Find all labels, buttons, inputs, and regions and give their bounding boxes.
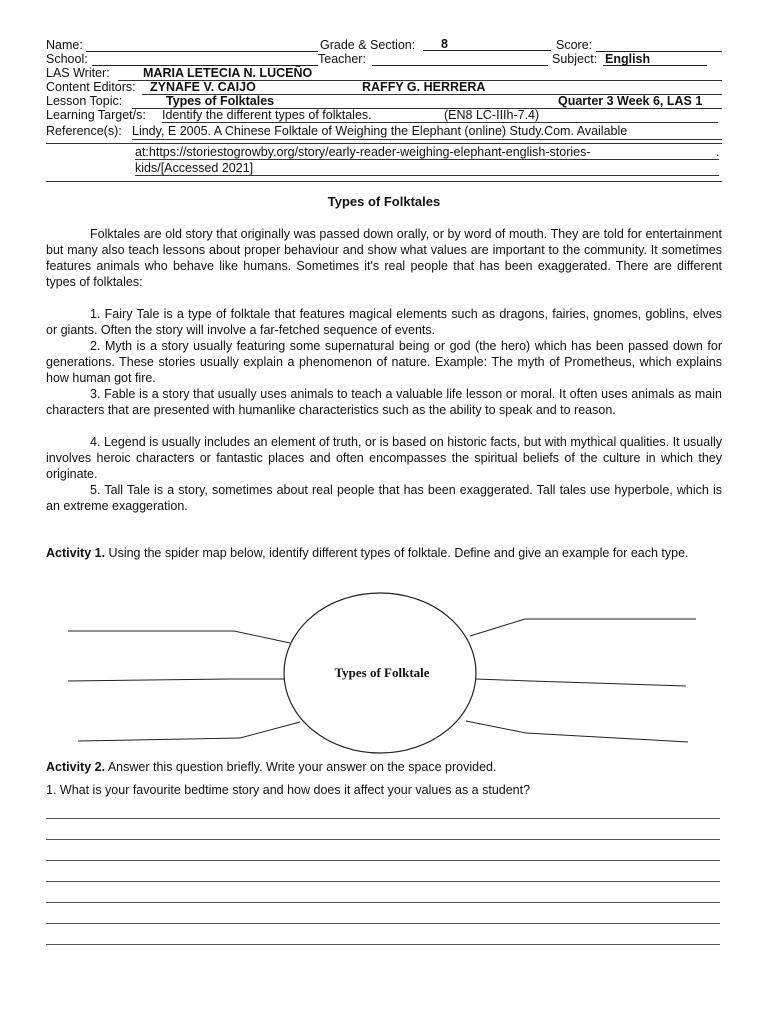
name-field[interactable] — [86, 38, 318, 52]
las-writer-value: MARIA LETECIA N. LUCEÑO — [143, 66, 313, 80]
intro-paragraph: Folktales are old story that originally was passed down orally, or by word of mouth. They are told for entertainment but many also teach lessons about proper behaviour and show what values are important to the community. It sometimes features animals who behave like humans. Sometimes it's real people that has been exaggerated. There are different types of folktales: — [46, 227, 722, 289]
activity-2-instructions — [46, 759, 722, 775]
teacher-label: Teacher: — [318, 52, 366, 66]
list-item-fairy-tale: 1. Fairy Tale is a type of folktale that features magical elements such as dragons, fairies, gnomes, goblins, elves or giants. Often the story will involve a far-fetched sequence of events. — [46, 307, 722, 337]
school-field[interactable] — [92, 52, 318, 66]
spider-map — [0, 580, 768, 760]
answer-line[interactable] — [46, 818, 720, 819]
learning-target-underline — [162, 122, 718, 123]
reference-line-1: Lindy, E 2005. A Chinese Folktale of Weighing the Elephant (online) Study.Com. Available — [132, 124, 628, 138]
content-editor-1: ZYNAFE V. CAIJO — [150, 80, 256, 94]
reference-line-3: kids/[Accessed 2021] — [135, 161, 254, 175]
lesson-topic-label: Lesson Topic: — [46, 94, 123, 108]
score-label: Score: — [556, 38, 593, 52]
answer-line[interactable] — [46, 902, 720, 903]
spider-leg-bottom-right-connector — [466, 721, 526, 733]
reference-underline-3 — [135, 175, 719, 176]
content-editor-2: RAFFY G. HERRERA — [362, 80, 486, 94]
grade-value: 8 — [423, 37, 551, 51]
spider-leg-top-right-connector — [470, 619, 525, 636]
activity-2-text: Answer this question briefly. Write your answer on the space provided. — [105, 760, 497, 774]
reference-label: Reference(s): — [46, 124, 122, 138]
list-item-myth: 2. Myth is a story usually featuring some supernatural being or god (the hero) which has been passed down for generations. These stories usually explain a phenomenon of nature. Example: The myth of Prometheus, which explains how human got fire. — [46, 339, 722, 385]
answer-line[interactable] — [46, 839, 720, 840]
list-item-tall-tale: 5. Tall Tale is a story, sometimes about real people that has been exaggerated. Tall tales use hyperbole, which is an extreme exaggeration. — [46, 483, 722, 513]
spider-map-center-label: Types of Folktale — [334, 665, 430, 680]
spider-leg-mid-right-connector — [476, 679, 530, 681]
spider-leg-top-left-connector — [234, 631, 290, 643]
spider-leg-mid-left — [68, 679, 230, 681]
spider-leg-bottom-right — [526, 733, 688, 742]
activity-2-label: Activity 2. — [46, 760, 106, 774]
list-item-legend: 4. Legend is usually includes an element of truth, or is based on historic facts, but with mythical qualities. It usually involves heroic characters or fantastic places and often encompasses the spiritual beliefs of the culture in which they originate. — [46, 435, 722, 481]
page-title: Types of Folktales — [327, 194, 441, 209]
activity-1-label: Activity 1. — [46, 546, 106, 560]
spider-leg-mid-right — [530, 681, 686, 686]
learning-target-code: (EN8 LC-IIIh-7.4) — [444, 108, 540, 122]
reference-line-2-period: . — [716, 145, 720, 159]
answer-line[interactable] — [46, 944, 720, 945]
teacher-field[interactable] — [372, 52, 548, 66]
reference-underline-2 — [135, 159, 719, 160]
activity-1-text: Using the spider map below, identify different types of folktale. Define and give an example for each type. — [105, 546, 689, 560]
activity-2-question: 1. What is your favourite bedtime story and how does it affect your values as a student? — [46, 783, 531, 797]
activity-1-instructions — [46, 545, 722, 561]
content-editors-label: Content Editors: — [46, 80, 136, 94]
quarter-value: Quarter 3 Week 6, LAS 1 — [558, 94, 703, 108]
learning-target-value: Identify the different types of folktales. — [162, 108, 372, 122]
answer-line[interactable] — [46, 860, 720, 861]
lesson-topic-value: Types of Folktales — [166, 94, 275, 108]
school-label: School: — [46, 52, 88, 66]
grade-label: Grade & Section: — [320, 38, 416, 52]
learning-target-label: Learning Target/s: — [46, 108, 146, 122]
reference-rule — [46, 143, 722, 144]
name-label: Name: — [46, 38, 83, 52]
score-field[interactable] — [596, 38, 722, 52]
spider-leg-bottom-left — [78, 738, 240, 741]
list-item-fable: 3. Fable is a story that usually uses animals to teach a valuable life lesson or moral. It often uses animals as main characters that are presented with humanlike characteristics such as the ability to speak and to reason. — [46, 387, 722, 417]
las-writer-label: LAS Writer: — [46, 66, 110, 80]
reference-underline-1 — [132, 139, 722, 140]
answer-line[interactable] — [46, 923, 720, 924]
answer-line[interactable] — [46, 881, 720, 882]
reference-line-2: at:https://storiestogrowby.org/story/early-reader-weighing-elephant-english-stories- — [135, 145, 591, 159]
spider-leg-bottom-left-connector — [240, 722, 300, 738]
subject-label: Subject: — [552, 52, 598, 66]
subject-value: English — [603, 52, 707, 66]
header-bottom-rule — [46, 181, 722, 182]
